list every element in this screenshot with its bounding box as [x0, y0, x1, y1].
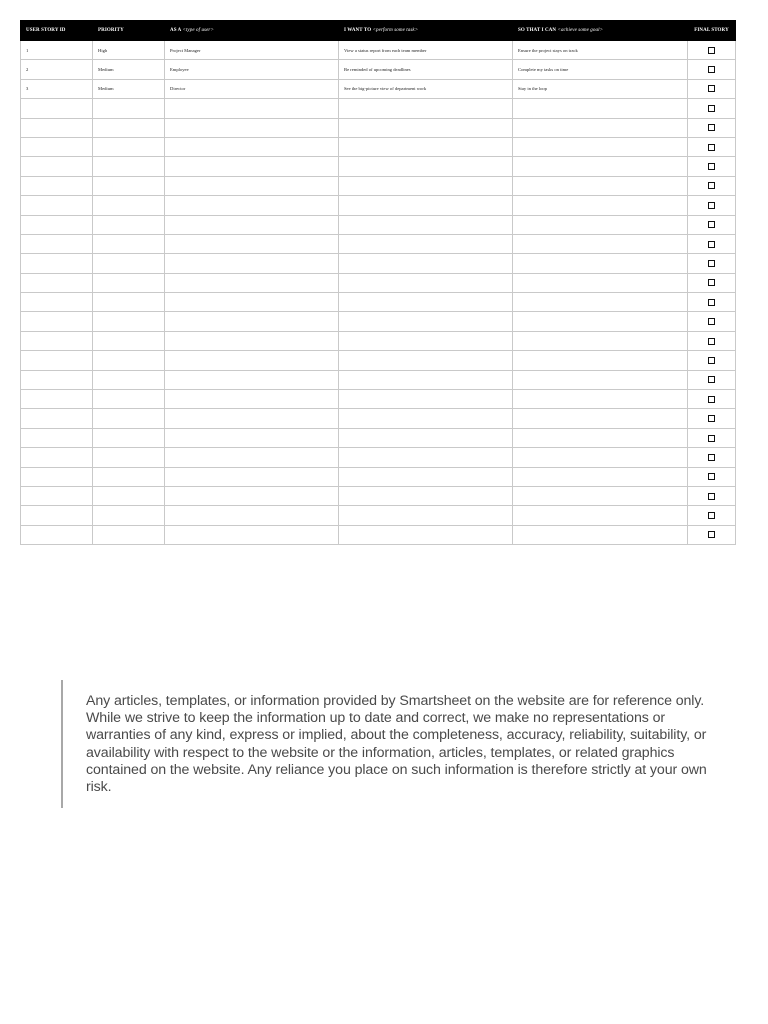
table-row	[21, 196, 736, 215]
cell-i-want-to	[339, 137, 513, 156]
cell-so-that-i-can	[513, 118, 688, 137]
table-row	[21, 525, 736, 544]
final-story-checkbox[interactable]	[708, 435, 715, 442]
cell-user-story-id	[21, 254, 93, 273]
final-story-checkbox[interactable]	[708, 163, 715, 170]
final-story-checkbox[interactable]	[708, 279, 715, 286]
table-header-row	[21, 21, 736, 41]
header-i-want-to	[339, 21, 513, 41]
cell-user-story-id: 2	[21, 60, 93, 79]
cell-final-story	[688, 351, 736, 370]
cell-so-that-i-can	[513, 312, 688, 331]
cell-i-want-to	[339, 176, 513, 195]
cell-so-that-i-can	[513, 370, 688, 389]
cell-so-that-i-can	[513, 254, 688, 273]
cell-user-story-id	[21, 331, 93, 350]
final-story-checkbox[interactable]	[708, 202, 715, 209]
cell-priority	[93, 409, 165, 428]
cell-so-that-i-can	[513, 486, 688, 505]
final-story-checkbox[interactable]	[708, 47, 715, 54]
cell-priority: Medium	[93, 79, 165, 98]
cell-i-want-to	[339, 312, 513, 331]
cell-priority	[93, 215, 165, 234]
final-story-checkbox[interactable]	[708, 396, 715, 403]
table-row	[21, 448, 736, 467]
cell-final-story	[688, 409, 736, 428]
cell-user-story-id	[21, 506, 93, 525]
cell-user-story-id	[21, 137, 93, 156]
cell-i-want-to	[339, 118, 513, 137]
table-row	[21, 273, 736, 292]
cell-user-story-id	[21, 390, 93, 409]
table-row	[21, 99, 736, 118]
header-as-a-label: AS A	[170, 28, 182, 33]
cell-as-a	[165, 137, 339, 156]
cell-final-story	[688, 331, 736, 350]
cell-user-story-id	[21, 486, 93, 505]
cell-user-story-id	[21, 351, 93, 370]
cell-priority	[93, 312, 165, 331]
cell-priority	[93, 467, 165, 486]
cell-final-story	[688, 370, 736, 389]
final-story-checkbox[interactable]	[708, 66, 715, 73]
final-story-checkbox[interactable]	[708, 124, 715, 131]
cell-as-a	[165, 157, 339, 176]
table-row	[21, 467, 736, 486]
table-row	[21, 118, 736, 137]
cell-final-story	[688, 234, 736, 253]
cell-so-that-i-can	[513, 196, 688, 215]
cell-so-that-i-can	[513, 409, 688, 428]
cell-priority	[93, 176, 165, 195]
cell-so-that-i-can	[513, 506, 688, 525]
cell-i-want-to	[339, 293, 513, 312]
cell-i-want-to	[339, 234, 513, 253]
cell-user-story-id	[21, 312, 93, 331]
table-row	[21, 157, 736, 176]
cell-user-story-id	[21, 196, 93, 215]
table-row	[21, 351, 736, 370]
cell-so-that-i-can	[513, 467, 688, 486]
cell-as-a: Employee	[165, 60, 339, 79]
cell-priority	[93, 486, 165, 505]
final-story-checkbox[interactable]	[708, 531, 715, 538]
cell-as-a	[165, 99, 339, 118]
cell-so-that-i-can	[513, 293, 688, 312]
cell-user-story-id	[21, 273, 93, 292]
cell-i-want-to	[339, 390, 513, 409]
cell-i-want-to	[339, 409, 513, 428]
cell-priority	[93, 370, 165, 389]
final-story-checkbox[interactable]	[708, 512, 715, 519]
cell-as-a	[165, 215, 339, 234]
final-story-checkbox[interactable]	[708, 357, 715, 364]
cell-user-story-id	[21, 99, 93, 118]
cell-as-a	[165, 525, 339, 544]
cell-final-story	[688, 176, 736, 195]
cell-i-want-to	[339, 506, 513, 525]
cell-as-a	[165, 293, 339, 312]
cell-i-want-to	[339, 467, 513, 486]
final-story-checkbox[interactable]	[708, 493, 715, 500]
final-story-checkbox[interactable]	[708, 454, 715, 461]
cell-i-want-to	[339, 157, 513, 176]
header-priority: PRIORITY	[93, 21, 165, 41]
table-row	[21, 486, 736, 505]
cell-priority: High	[93, 41, 165, 60]
cell-so-that-i-can: Stay in the loop	[513, 79, 688, 98]
table-row	[21, 390, 736, 409]
cell-final-story	[688, 525, 736, 544]
cell-i-want-to	[339, 448, 513, 467]
cell-priority	[93, 273, 165, 292]
cell-as-a	[165, 351, 339, 370]
cell-user-story-id	[21, 448, 93, 467]
table-row	[21, 293, 736, 312]
cell-final-story	[688, 506, 736, 525]
cell-as-a	[165, 370, 339, 389]
cell-so-that-i-can	[513, 428, 688, 447]
cell-priority: Medium	[93, 60, 165, 79]
cell-i-want-to	[339, 525, 513, 544]
cell-final-story	[688, 215, 736, 234]
cell-so-that-i-can	[513, 215, 688, 234]
table-row	[21, 234, 736, 253]
cell-so-that-i-can	[513, 448, 688, 467]
disclaimer-text: Any articles, templates, or information provided by Smartsheet on the website are for reference only. While we strive to keep the information up to date and correct, we make no representations or warranties of any kind, express or implied, about the completeness, accuracy, reliability, suitability, or availability with respect to the website or the information, articles, templates, or related graphics contained on the website. Any reliance you place on such information is therefore strictly at your own risk.	[86, 693, 707, 796]
cell-i-want-to	[339, 273, 513, 292]
table-row	[21, 215, 736, 234]
cell-priority	[93, 331, 165, 350]
cell-final-story	[688, 137, 736, 156]
cell-final-story	[688, 60, 736, 79]
cell-final-story	[688, 467, 736, 486]
header-so-that-i-can	[513, 21, 688, 41]
cell-as-a: Project Manager	[165, 41, 339, 60]
cell-user-story-id	[21, 428, 93, 447]
cell-user-story-id	[21, 118, 93, 137]
table-row	[21, 409, 736, 428]
cell-so-that-i-can	[513, 234, 688, 253]
table-row	[21, 312, 736, 331]
cell-final-story	[688, 428, 736, 447]
cell-user-story-id	[21, 176, 93, 195]
cell-priority	[93, 157, 165, 176]
cell-priority	[93, 390, 165, 409]
cell-user-story-id	[21, 293, 93, 312]
cell-so-that-i-can	[513, 176, 688, 195]
final-story-checkbox[interactable]	[708, 105, 715, 112]
cell-priority	[93, 118, 165, 137]
cell-as-a	[165, 506, 339, 525]
cell-priority	[93, 234, 165, 253]
cell-i-want-to: See the big-picture view of department work	[339, 79, 513, 98]
cell-priority	[93, 351, 165, 370]
cell-so-that-i-can	[513, 525, 688, 544]
cell-user-story-id	[21, 525, 93, 544]
cell-i-want-to	[339, 215, 513, 234]
cell-priority	[93, 196, 165, 215]
cell-final-story	[688, 390, 736, 409]
cell-so-that-i-can	[513, 99, 688, 118]
final-story-checkbox[interactable]	[708, 241, 715, 248]
header-user-story-id: USER STORY ID	[21, 21, 93, 41]
header-as-a-hint: <type of user>	[182, 28, 214, 33]
cell-so-that-i-can	[513, 157, 688, 176]
cell-so-that-i-can: Complete my tasks on time	[513, 60, 688, 79]
cell-as-a	[165, 196, 339, 215]
table-row	[21, 370, 736, 389]
final-story-checkbox[interactable]	[708, 473, 715, 480]
cell-as-a	[165, 486, 339, 505]
cell-priority	[93, 506, 165, 525]
cell-i-want-to	[339, 331, 513, 350]
header-so-that-hint: <achieve some goal>	[557, 28, 604, 33]
cell-final-story	[688, 273, 736, 292]
table-row	[21, 79, 736, 98]
cell-i-want-to	[339, 351, 513, 370]
final-story-checkbox[interactable]	[708, 182, 715, 189]
cell-as-a	[165, 467, 339, 486]
final-story-checkbox[interactable]	[708, 221, 715, 228]
final-story-checkbox[interactable]	[708, 85, 715, 92]
table-row	[21, 60, 736, 79]
cell-i-want-to	[339, 99, 513, 118]
cell-as-a	[165, 254, 339, 273]
table-row	[21, 41, 736, 60]
cell-as-a	[165, 428, 339, 447]
cell-user-story-id	[21, 409, 93, 428]
header-as-a	[165, 21, 339, 41]
cell-final-story	[688, 448, 736, 467]
cell-i-want-to: Be reminded of upcoming deadlines	[339, 60, 513, 79]
user-story-table	[20, 20, 736, 545]
final-story-checkbox[interactable]	[708, 338, 715, 345]
cell-so-that-i-can	[513, 351, 688, 370]
cell-as-a	[165, 234, 339, 253]
final-story-checkbox[interactable]	[708, 260, 715, 267]
cell-i-want-to: View a status report from each team member	[339, 41, 513, 60]
final-story-checkbox[interactable]	[708, 318, 715, 325]
cell-final-story	[688, 312, 736, 331]
cell-i-want-to	[339, 370, 513, 389]
cell-user-story-id	[21, 157, 93, 176]
cell-final-story	[688, 99, 736, 118]
table-row	[21, 137, 736, 156]
cell-final-story	[688, 254, 736, 273]
final-story-checkbox[interactable]	[708, 376, 715, 383]
header-i-want-label: I WANT TO	[344, 28, 372, 33]
cell-user-story-id	[21, 467, 93, 486]
cell-user-story-id	[21, 370, 93, 389]
table-row	[21, 254, 736, 273]
cell-priority	[93, 525, 165, 544]
cell-as-a	[165, 409, 339, 428]
cell-as-a	[165, 448, 339, 467]
cell-priority	[93, 254, 165, 273]
cell-i-want-to	[339, 486, 513, 505]
table-row	[21, 428, 736, 447]
cell-as-a	[165, 331, 339, 350]
cell-as-a	[165, 176, 339, 195]
cell-user-story-id	[21, 215, 93, 234]
cell-so-that-i-can	[513, 273, 688, 292]
header-final-story: FINAL STORY	[688, 21, 736, 41]
cell-as-a: Director	[165, 79, 339, 98]
cell-priority	[93, 428, 165, 447]
cell-as-a	[165, 273, 339, 292]
cell-i-want-to	[339, 254, 513, 273]
final-story-checkbox[interactable]	[708, 299, 715, 306]
table-row	[21, 331, 736, 350]
cell-final-story	[688, 196, 736, 215]
cell-final-story	[688, 79, 736, 98]
final-story-checkbox[interactable]	[708, 415, 715, 422]
cell-as-a	[165, 118, 339, 137]
cell-final-story	[688, 293, 736, 312]
cell-so-that-i-can	[513, 390, 688, 409]
cell-i-want-to	[339, 428, 513, 447]
cell-user-story-id: 1	[21, 41, 93, 60]
table-row	[21, 176, 736, 195]
cell-so-that-i-can	[513, 331, 688, 350]
cell-as-a	[165, 390, 339, 409]
header-i-want-hint: <perform some task>	[372, 28, 419, 33]
table-row	[21, 506, 736, 525]
cell-priority	[93, 293, 165, 312]
cell-final-story	[688, 157, 736, 176]
cell-user-story-id	[21, 234, 93, 253]
cell-priority	[93, 137, 165, 156]
header-so-that-label: SO THAT I CAN	[518, 28, 557, 33]
cell-so-that-i-can: Ensure the project stays on track	[513, 41, 688, 60]
cell-priority	[93, 99, 165, 118]
cell-i-want-to	[339, 196, 513, 215]
disclaimer-block	[61, 680, 731, 808]
cell-user-story-id: 3	[21, 79, 93, 98]
cell-so-that-i-can	[513, 137, 688, 156]
cell-priority	[93, 448, 165, 467]
cell-final-story	[688, 118, 736, 137]
cell-final-story	[688, 486, 736, 505]
cell-final-story	[688, 41, 736, 60]
final-story-checkbox[interactable]	[708, 144, 715, 151]
cell-as-a	[165, 312, 339, 331]
